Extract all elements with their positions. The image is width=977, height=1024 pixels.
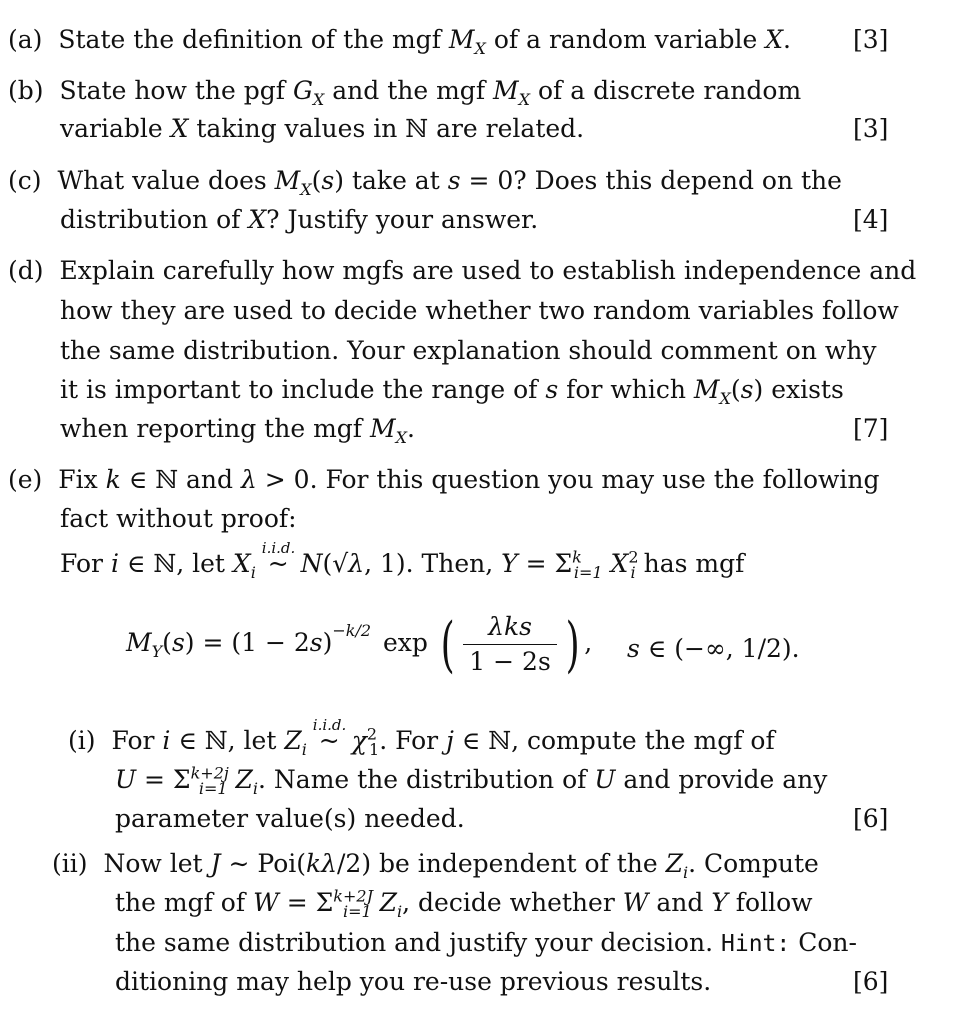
formula-exp: exp	[383, 628, 428, 657]
formula-numerator: λks	[463, 612, 556, 645]
formula-range: s ∈ (−∞, 1/2).	[627, 634, 800, 663]
question-e-ii-line-2: the mgf of $W = \Sigma^{k+2J}_{i=1}$ $Z_i$, decide whether W and Y follow	[115, 886, 813, 921]
mgf-formula: $M_Y(s) = (1 - 2s)^{-k/2}$ exp ( $\frac{\text{λks}}{1 - 2s}$ ) ,	[126, 609, 593, 680]
hint-label: Hint:	[721, 931, 791, 957]
question-e: (e) Fix k ∈ ℕ and λ > 0. For this question you may use the following	[8, 465, 880, 494]
question-d-line-1: Explain carefully how mgfs are used to establish independence and	[59, 256, 917, 285]
question-e-i: (i) For i ∈ ℕ, let $Z_i$ i.i.d. ~ $\chi^2_1$. For j ∈ ℕ, compute the mgf of	[68, 716, 775, 759]
question-d-line-2: how they are used to decide whether two random variables follow	[60, 296, 899, 325]
question-e-i-label: (i)	[68, 726, 96, 755]
question-e-ii-marks: [6]	[853, 967, 889, 996]
question-d-line-4: it is important to include the range of s for which $M_X(s)$ exists	[60, 375, 844, 408]
question-e-ii: (ii) Now let J ∼ Poi(kλ/2) be independent of the $Z_i$. Compute	[52, 849, 819, 882]
sum-upper-e: k	[572, 547, 582, 567]
question-e-ii-line-3	[115, 928, 857, 959]
question-e-i-line-3: parameter value(s) needed.	[115, 804, 465, 833]
question-e-i-line-2: $U = \Sigma^{k+2j}_{i=1}$ $Z_i$. Name the distribution of U and provide any	[115, 763, 828, 798]
question-a-marks: [3]	[853, 25, 889, 54]
formula-fraction	[463, 612, 556, 677]
question-d	[8, 256, 916, 286]
question-b-marks: [3]	[853, 114, 889, 143]
question-d-line-3: the same distribution. Your explanation should comment on why	[60, 336, 877, 365]
question-e-line-3: For i ∈ ℕ, let $X_i$ i.i.d. ~ N(√λ, 1). Then, $Y = \Sigma^k_{i=1}$ $X^2_i$ has mgf	[60, 549, 744, 579]
question-c-marks: [4]	[853, 205, 889, 234]
hint-tail: Con-	[798, 928, 857, 957]
question-c: (c) What value does $M_X(s)$ take at s = 0? Does this depend on the	[8, 166, 842, 199]
iid-label: i.i.d.	[261, 539, 296, 557]
question-c-label: (c)	[8, 166, 42, 195]
question-a: (a) State the definition of the mgf $M_X$ of a random variable X.	[8, 25, 791, 58]
question-a-label: (a)	[8, 25, 43, 54]
sum-lower-ii: i=1	[343, 902, 372, 921]
question-b-line-2: variable X taking values in ℕ are related.	[60, 114, 585, 143]
sum-upper-i: k+2j	[190, 763, 229, 783]
question-e-ii-label: (ii)	[52, 849, 88, 878]
question-e-i-marks: [6]	[853, 804, 889, 833]
question-b-label: (b)	[8, 76, 44, 105]
question-d-label: (d)	[8, 256, 44, 285]
question-d-marks: [7]	[853, 414, 889, 443]
sum-upper-ii: k+2J	[333, 886, 373, 906]
formula-denominator: 1 − 2s	[469, 647, 551, 676]
question-d-line-5: when reporting the mgf $M_X$.	[60, 414, 415, 447]
formula-exponent: −k/2	[332, 620, 372, 640]
sum-lower-i: i=1	[198, 779, 228, 798]
sum-lower-e: i=1	[573, 563, 603, 582]
question-c-line-2: distribution of X? Justify your answer.	[60, 205, 539, 234]
question-e-line-2: fact without proof:	[60, 504, 297, 533]
question-e-ii-line-3-text: the same distribution and justify your decision.	[115, 928, 714, 957]
question-b: (b) State how the pgf $G_X$ and the mgf $M_X$ of a discrete random	[8, 76, 802, 109]
question-e-ii-line-4: ditioning may help you re-use previous results.	[115, 967, 712, 996]
question-e-label: (e)	[8, 465, 43, 494]
